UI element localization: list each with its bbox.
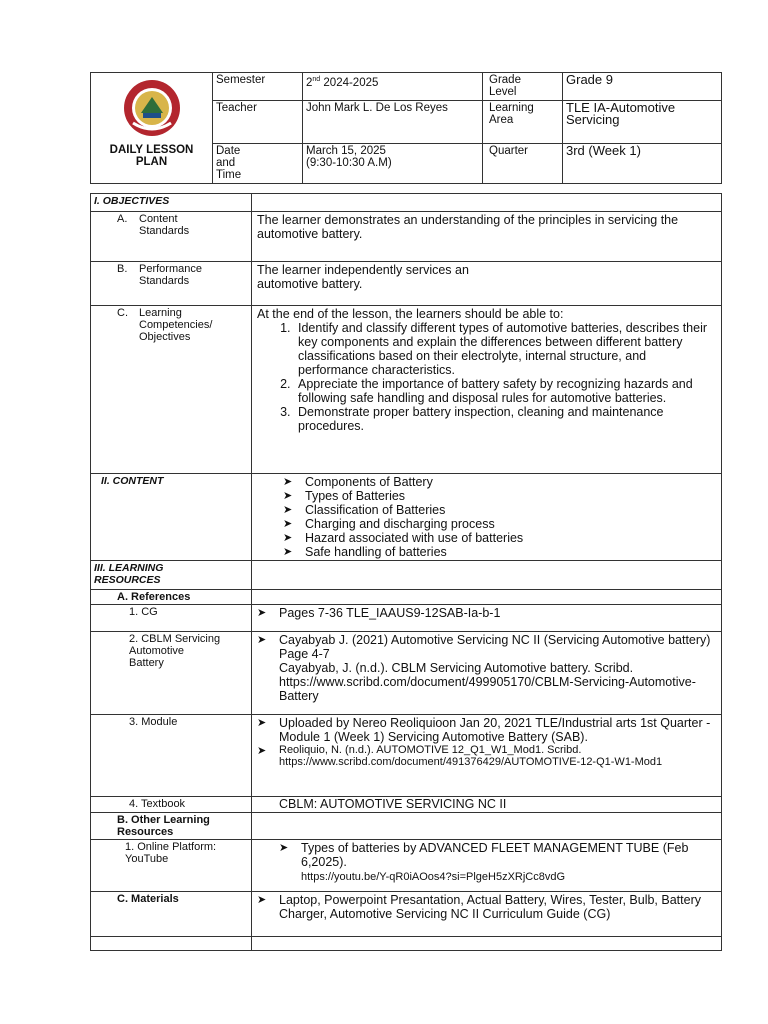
date-time-label: Date and Time <box>213 144 303 184</box>
content-item: ➤ Safe handling of batteries <box>283 545 718 559</box>
competencies-cell <box>252 306 722 474</box>
materials-cell <box>252 892 722 937</box>
module-text-2: ➤ Reoliquio, N. (n.d.). AUTOMOTIVE 12_Q1_W1_Mod1. Scribd. https://www.scribd.com/document/491376429/AUTOMOTIVE-12-Q1-W1-Mod1 <box>279 744 663 768</box>
competency-item: 1. Identify and classify different types of automotive batteries, describes their key components and explain the differences between different battery classifications based on their electrolyte, internal structure, and performance characteristics. <box>294 321 718 377</box>
competencies-list <box>257 321 718 433</box>
date-time-value: March 15, 2025 (9:30-10:30 A.M) <box>303 144 483 184</box>
competency-item: 3. Demonstrate proper battery inspection, cleaning and maintenance procedures. <box>294 405 718 433</box>
cg-label: 1. CG <box>91 605 252 632</box>
module-label: 3. Module <box>91 715 252 797</box>
materials-label: C. Materials <box>91 892 252 937</box>
university-seal-logo <box>123 79 181 137</box>
content-standards-text: The learner demonstrates an understanding of the principles in servicing the automotive battery. <box>252 212 722 262</box>
cblm-label: 2. CBLM Servicing Automotive Battery <box>91 632 252 715</box>
teacher-label: Teacher <box>213 101 303 144</box>
other-resources-empty-cell <box>252 813 722 840</box>
quarter-label: Quarter <box>483 144 563 184</box>
resources-heading: III. LEARNING RESOURCES <box>91 561 252 590</box>
grade-level-value: Grade 9 <box>563 73 722 101</box>
content-cell <box>252 474 722 561</box>
cblm-cell <box>252 632 722 715</box>
teacher-value: John Mark L. De Los Reyes <box>303 101 483 144</box>
empty-row-label <box>91 937 252 951</box>
module-cell <box>252 715 722 797</box>
cg-text: ➤ Pages 7-36 TLE_IAAUS9-12SAB-Ia-b-1 <box>257 606 718 620</box>
youtube-link[interactable]: https://youtu.be/Y-qR0iAOos4?si=PlgeH5zXRjCc8vdG <box>301 871 566 883</box>
content-list <box>257 475 718 559</box>
references-label: A. References <box>91 590 252 605</box>
lesson-plan-table <box>90 193 722 951</box>
cblm-text-2: Cayabyab, J. (n.d.). CBLM Servicing Automotive battery. Scribd. https://www.scribd.com/document/499905170/CBLM-Servicing-Automotive-Battery <box>279 661 696 703</box>
content-item: ➤ Classification of Batteries <box>283 503 718 517</box>
textbook-text: CBLM: AUTOMOTIVE SERVICING NC II <box>252 797 722 813</box>
online-platform-label: 1. Online Platform: YouTube <box>91 840 252 892</box>
content-item: ➤ Types of Batteries <box>283 489 718 503</box>
objectives-heading: I. OBJECTIVES <box>91 194 252 212</box>
textbook-label: 4. Textbook <box>91 797 252 813</box>
content-standards-label: A. Content Standards <box>91 212 252 262</box>
online-platform-text: Types of batteries by ADVANCED FLEET MANAGEMENT TUBE (Feb 6,2025). <box>301 841 689 869</box>
content-item: ➤ Hazard associated with use of batteries <box>283 531 718 545</box>
resources-empty-cell <box>252 561 722 590</box>
cblm-text-1: Cayabyab J. (2021) Automotive Servicing NC II (Servicing Automotive battery) Page 4-7 <box>279 633 711 661</box>
objectives-empty-cell <box>252 194 722 212</box>
grade-level-label: Grade Level <box>483 73 563 101</box>
competency-item: 2. Appreciate the importance of battery safety by recognizing hazards and following safe handling and disposal rules for automotive batteries. <box>294 377 718 405</box>
cg-cell <box>252 605 722 632</box>
header-table <box>90 72 722 184</box>
content-heading: II. CONTENT <box>91 474 252 561</box>
semester-value: 2nd 2024-2025 <box>303 73 483 101</box>
references-empty-cell <box>252 590 722 605</box>
semester-label: Semester <box>213 73 303 101</box>
content-item: ➤ Components of Battery <box>283 475 718 489</box>
module-text-1: ➤ Uploaded by Nereo Reoliquioon Jan 20, 2021 TLE/Industrial arts 1st Quarter - Module 1 (Week 1) Servicing Automotive Battery (SAB). <box>257 716 718 744</box>
competencies-label: C. Learning Competencies/ Objectives <box>91 306 252 474</box>
other-resources-label: B. Other Learning Resources <box>91 813 252 840</box>
logo-cell <box>91 73 213 184</box>
empty-row-cell <box>252 937 722 951</box>
competencies-intro: At the end of the lesson, the learners should be able to: <box>257 307 564 321</box>
content-item: ➤ Charging and discharging process <box>283 517 718 531</box>
learning-area-value: TLE IA-Automotive Servicing <box>563 101 722 144</box>
performance-standards-text: The learner independently services an automotive battery. <box>252 262 722 306</box>
performance-standards-label: B. Performance Standards <box>91 262 252 306</box>
learning-area-label: Learning Area <box>483 101 563 144</box>
daily-lesson-plan-title: DAILY LESSON PLAN <box>109 144 194 168</box>
online-platform-cell <box>252 840 722 892</box>
materials-text: ➤ Laptop, Powerpoint Presantation, Actual Battery, Wires, Tester, Bulb, Battery Charger, Automotive Servicing NC II Curriculum Guide (CG) <box>257 893 718 921</box>
quarter-value: 3rd (Week 1) <box>563 144 722 184</box>
